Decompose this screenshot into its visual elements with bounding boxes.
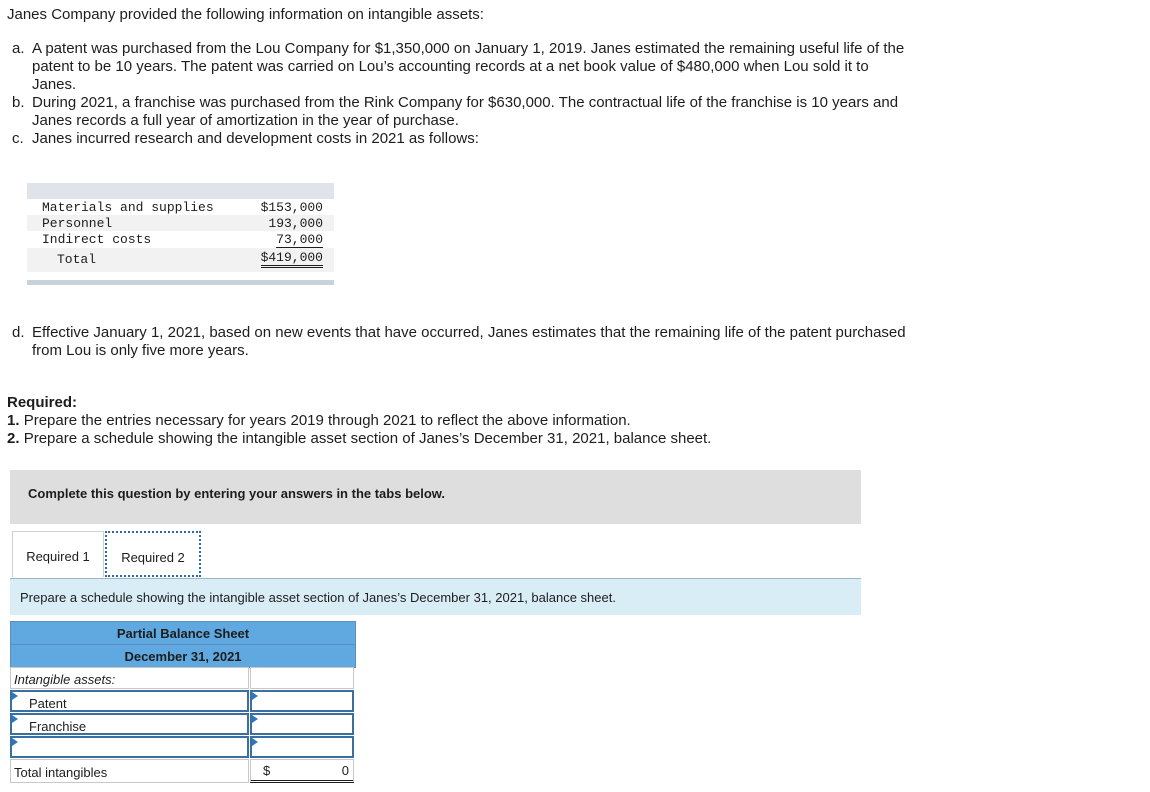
instructions-banner (10, 470, 861, 524)
rd-row-name: Personnel (42, 216, 113, 231)
rd-row-amount: $153,000 (260, 200, 323, 215)
table-row (10, 690, 356, 712)
rd-row-amount: 73,000 (276, 232, 323, 247)
item-c-label: c. (12, 130, 24, 147)
total-row (10, 759, 356, 783)
balance-sheet-date-row (10, 644, 356, 668)
rd-total-amount: $419,000 (261, 250, 323, 268)
input-marker-icon (12, 738, 18, 746)
table-total-row (27, 248, 334, 272)
required-title: Required: (7, 394, 78, 411)
patent-amount-input[interactable] (250, 690, 354, 712)
rd-total-label: Total (57, 252, 97, 267)
rd-row-name: Indirect costs (42, 232, 152, 247)
table-row (10, 736, 356, 758)
input-marker-icon (252, 715, 258, 723)
required-item-2-num: 2. (7, 430, 20, 447)
required-item-1-text: Prepare the entries necessary for years 2019 through 2021 to reflect the above information. (23, 412, 631, 429)
banner-text: Complete this question by entering your answers in the tabs below. (28, 486, 446, 501)
table-row (27, 199, 334, 215)
table-row (27, 215, 334, 231)
tab-required-1-label: Required 1 (26, 549, 90, 564)
partial-balance-sheet (10, 621, 356, 783)
rd-row-amount: 193,000 (268, 216, 323, 231)
tab-required-1[interactable] (12, 531, 104, 577)
blank-label-input[interactable] (10, 736, 249, 758)
input-marker-icon (12, 692, 18, 700)
balance-sheet-title: Partial Balance Sheet (116, 626, 250, 641)
item-c-line-1: Janes incurred research and development costs in 2021 as follows: (32, 130, 479, 147)
item-b-line-1: During 2021, a franchise was purchased from the Rink Company for $630,000. The contractual life of the franchise is 10 years and (32, 94, 899, 111)
table-row (10, 713, 356, 735)
tab-instruction-text: Prepare a schedule showing the intangible asset section of Janes’s December 31, 2021, balance sheet. (20, 590, 616, 605)
section-label-cell (10, 667, 249, 689)
item-d-line-2: from Lou is only five more years. (32, 342, 249, 359)
list-item-d (12, 324, 952, 360)
total-value-cell (250, 759, 354, 783)
blank-amount-input[interactable] (250, 736, 354, 758)
list-item-a (12, 40, 952, 94)
table-row (27, 231, 334, 248)
total-label-cell (10, 759, 249, 783)
list-item-b (12, 94, 952, 130)
balance-sheet-date: December 31, 2021 (124, 649, 242, 664)
section-row (10, 667, 356, 689)
item-a-line-1: A patent was purchased from the Lou Company for $1,350,000 on January 1, 2019. Janes estimated the remaining useful life of the (32, 40, 905, 57)
list-item-c (12, 130, 952, 148)
input-marker-icon (252, 692, 258, 700)
input-marker-icon (252, 738, 258, 746)
item-d-line-1: Effective January 1, 2021, based on new events that have occurred, Janes estimates that the remaining life of the patent purchased (32, 324, 906, 341)
balance-sheet-title-row (10, 621, 356, 645)
franchise-amount-input[interactable] (250, 713, 354, 735)
total-value: 0 (341, 763, 349, 778)
item-a-line-2: patent to be 10 years. The patent was carried on Lou’s accounting records at a net book value of $480,000 when Lou sold it to (32, 58, 869, 75)
tab-instruction (10, 578, 861, 615)
rd-costs-table (27, 183, 334, 285)
item-d-label: d. (12, 324, 25, 341)
item-b-label: b. (12, 94, 25, 111)
total-label: Total intangibles (14, 765, 108, 780)
franchise-label: Franchise (29, 719, 87, 734)
required-item-1 (7, 412, 631, 430)
intro-text: Janes Company provided the following information on intangible assets: (7, 6, 484, 23)
required-item-2-text: Prepare a schedule showing the intangible asset section of Janes’s December 31, 2021, balance sheet. (23, 430, 712, 447)
item-a-line-3: Janes. (32, 76, 77, 93)
rd-row-name: Materials and supplies (42, 200, 214, 215)
table-bottom-band (27, 280, 334, 285)
input-marker-icon (12, 715, 18, 723)
required-item-2 (7, 430, 711, 448)
total-currency: $ (263, 763, 271, 778)
patent-label: Patent (29, 696, 67, 711)
section-label: Intangible assets: (14, 672, 116, 687)
franchise-label-cell[interactable] (10, 713, 249, 735)
table-top-band (27, 183, 334, 199)
tab-required-2-label: Required 2 (121, 550, 185, 565)
patent-label-cell[interactable] (10, 690, 249, 712)
tab-required-2[interactable] (105, 531, 201, 577)
item-a-label: a. (12, 40, 25, 57)
required-item-1-num: 1. (7, 412, 20, 429)
item-b-line-2: Janes records a full year of amortization in the year of purchase. (32, 112, 459, 129)
section-value-cell (250, 667, 354, 689)
